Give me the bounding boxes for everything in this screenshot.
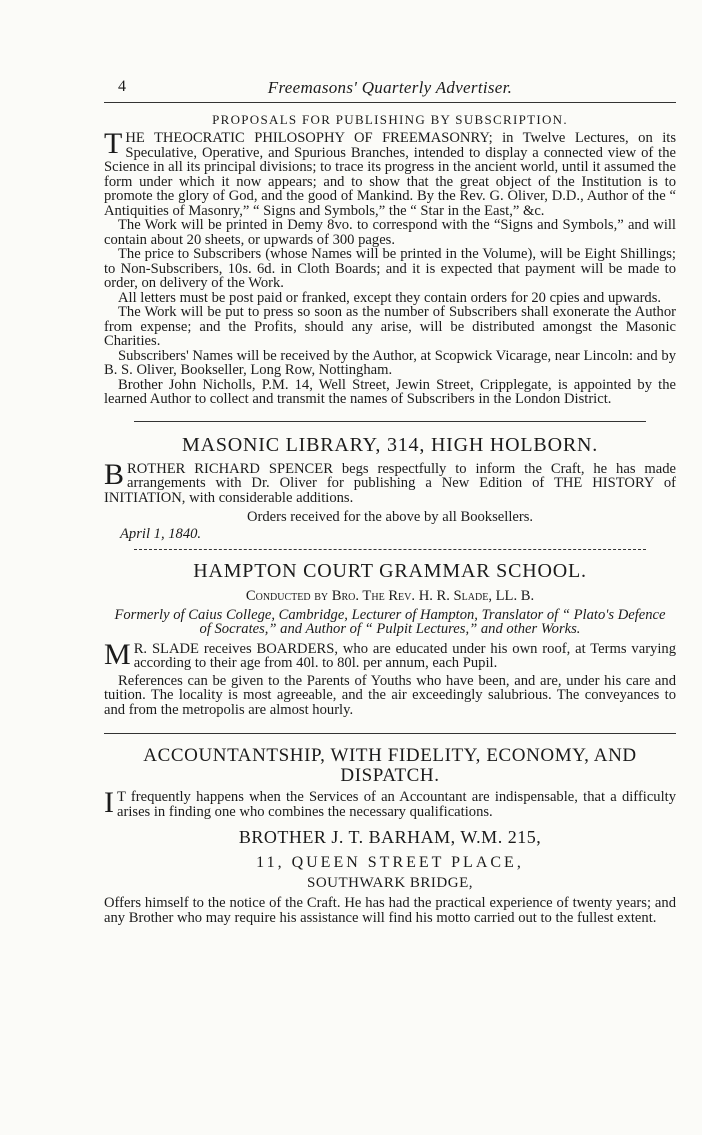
barham-name: BROTHER J. T. BARHAM, W.M. 215,: [238, 827, 542, 847]
proposals-paragraph-4: All letters must be post paid or franked, except they contain orders for 20 cpies and upwards.: [118, 289, 662, 306]
page-number: 4: [118, 78, 126, 95]
library-orders: Orders received for the above by all Booksellers.: [246, 509, 534, 525]
section-masonic-library: [104, 434, 676, 542]
barham-address-1: 11, QUEEN STREET PLACE,: [256, 854, 524, 871]
proposals-paragraph-2: The Work will be printed in Demy 8vo. to correspond with the “Signs and Symbols,” and will contain about 20 sheets, or upwards of 300 pages.: [104, 217, 676, 248]
section-proposals: [104, 112, 676, 407]
proposals-paragraph-6: Subscribers' Names will be received by the Author, at Scopwick Vicarage, near Lincoln: and by B. S. Oliver, Bookseller, Long Row, Nottingham.: [104, 347, 676, 378]
proposals-paragraph-1: THE THEOCRATIC PHILOSOPHY OF FREEMASONRY; in Twelve Lectures, on its Speculative, Operative, and Spurious Branches, intended to display a connected view of the Science in all its principal divisions; to trace its progress in the ancient world, until it assumed the form under which it now appears; and to show that the great object of the Institution is to promote the glory of God, and the good of Mankind. By the Rev. G. Oliver, D.D., Author of the “ Antiquities of Masonry,” “ Signs and Symbols,” the “ Star in the East,” &c.: [104, 127, 676, 219]
section-hampton-court: [104, 560, 676, 717]
running-title: Freemasons' Quarterly Advertiser.: [267, 78, 513, 97]
proposals-paragraph-5: The Work will be put to press so soon as the number of Subscribers shall exonerate the Author from expense; and the Profits, should any arise, will be distributed amongst the Masonic Charities.: [104, 304, 676, 349]
section-rule-3: [104, 733, 676, 734]
accountantship-heading: ACCOUNTANTSHIP, WITH FIDELITY, ECONOMY, AND DISPATCH.: [143, 745, 637, 786]
barham-address-2: SOUTHWARK BRIDGE,: [307, 875, 473, 891]
library-paragraph: BROTHER RICHARD SPENCER begs respectfully to inform the Craft, he has made arrangements with Dr. Oliver for publishing a New Edition of THE HISTORY of INITIATION, with considerable additions.: [104, 457, 676, 506]
hampton-paragraph-2: References can be given to the Parents of Youths who have been, and are, under his care and tuition. The locality is most agreeable, and the air exceedingly salubrious. The conveyances to and from the metropolis are almost hourly.: [104, 672, 676, 718]
library-date: April 1, 1840.: [120, 525, 202, 542]
accountantship-paragraph-2: Offers himself to the notice of the Craft. He has had the practical experience of twenty years; and any Brother who may require his assistance will find his motto carried out to the fullest extent.: [104, 895, 676, 926]
proposals-paragraph-3: The price to Subscribers (whose Names will be printed in the Volume), will be Eight Shillings; to Non-Subscribers, 10s. 6d. in Cloth Boards; and it is expected that payment will be made to order, on delivery of the Work.: [104, 246, 676, 291]
hampton-conducted: Conducted by Bro. The Rev. H. R. Slade, LL. B.: [245, 588, 535, 604]
header-rule: [104, 102, 676, 103]
section-rule-2: [134, 549, 646, 550]
accountantship-paragraph-1: IT frequently happens when the Services of an Accountant are indispensable, that a difficulty arises in finding one who combines the necessary qualifications.: [104, 786, 676, 820]
hampton-heading: HAMPTON COURT GRAMMAR SCHOOL.: [193, 560, 587, 582]
page-header: [104, 78, 676, 100]
section-accountantship: [104, 746, 676, 925]
proposals-heading: PROPOSALS FOR PUBLISHING BY SUBSCRIPTION.: [212, 112, 568, 127]
document-page: [104, 78, 676, 925]
hampton-paragraph-1: MR. SLADE receives BOARDERS, who are educated under his own roof, at Terms varying according to their age from 40l. to 80l. per annum, each Pupil.: [104, 637, 676, 671]
hampton-formerly: Formerly of Caius College, Cambridge, Lecturer of Hampton, Translator of “ Plato's Defence of Socrates,” and Author of “ Pulpit Lectures,” and other Works.: [114, 606, 666, 637]
section-rule-1: [134, 421, 646, 422]
library-heading: MASONIC LIBRARY, 314, HIGH HOLBORN.: [182, 433, 598, 456]
proposals-paragraph-7: Brother John Nicholls, P.M. 14, Well Street, Jewin Street, Cripplegate, is appointed by the learned Author to collect and transmit the names of Subscribers in the London District.: [104, 376, 676, 407]
